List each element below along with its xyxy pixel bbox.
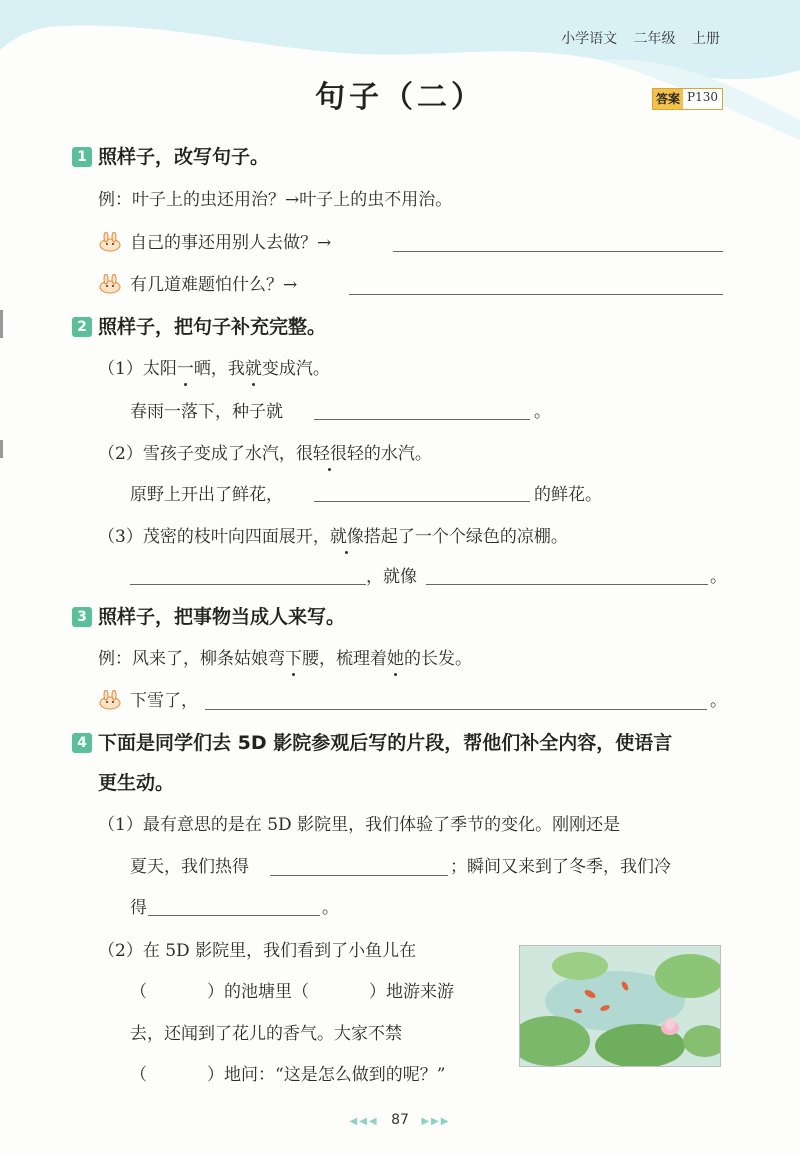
- question-number-badge: 1: [72, 147, 92, 167]
- question-3-text: 照样子，把事物当成人来写。: [98, 606, 346, 628]
- question-number-badge: 4: [72, 733, 92, 753]
- pond-image: [520, 946, 720, 1066]
- emphasis-word: 就像: [330, 522, 364, 547]
- q4-paren-open: （: [130, 982, 147, 1002]
- q2-task-2-post: 的鲜花。: [534, 485, 602, 505]
- q2-answer-line-2[interactable]: [314, 500, 530, 502]
- q2-task-1-post: 。: [534, 402, 551, 422]
- q4-p1-line-3b: 。: [322, 898, 339, 918]
- q3-example-part: 例：风来了，柳条姑娘: [98, 649, 268, 669]
- q1-example: 例：叶子上的虫还用治？→叶子上的虫不用治。: [98, 190, 453, 210]
- q2-s2-part: 的水汽。: [363, 444, 432, 464]
- book-header: [549, 28, 720, 48]
- q4-p1-line-2a: 夏天，我们热得: [130, 857, 249, 877]
- q2-task-3-mid: ，就像: [366, 567, 417, 587]
- header-subject: 小学语文: [561, 31, 618, 47]
- pond-illustration: [519, 945, 721, 1067]
- q2-s2-part: （2）雪孩子变成了水汽，: [98, 444, 296, 464]
- question-1-text: 照样子，改写句子。: [98, 146, 270, 168]
- q4-p2-text: ）地问：“这是怎么做到的呢？”: [207, 1065, 446, 1085]
- question-4-title: [72, 728, 672, 755]
- footer-arrows-left: ◀◀◀: [349, 1116, 379, 1127]
- question-2-title: [72, 312, 326, 339]
- question-1-title: [72, 142, 269, 169]
- q2-s3-part: （3）茂密的枝叶向四面展开，: [98, 527, 330, 547]
- page-title: 句子（二）: [315, 80, 485, 115]
- question-4-text-line-1: 下面是同学们去 5D 影院参观后写的片段，帮他们补全内容，使语言: [98, 732, 673, 754]
- emphasis-word: 很轻很轻: [296, 439, 364, 464]
- q4-p1-line-2b: ；瞬间又来到了冬季，我们冷: [450, 857, 671, 877]
- q2-answer-line-3b[interactable]: [426, 583, 708, 585]
- q2-answer-line-3a[interactable]: [130, 583, 366, 585]
- q3-example-part: ，: [319, 649, 336, 669]
- q2-sentence-2: [98, 439, 432, 464]
- q3-example: [98, 644, 472, 669]
- question-2-text: 照样子，把句子补充完整。: [98, 316, 327, 338]
- q4-p1-line-3a: 得: [130, 898, 147, 918]
- q2-s1-part: （1）太阳: [98, 359, 177, 379]
- page-footer: [0, 1112, 800, 1128]
- answer-label: 答案: [653, 89, 683, 109]
- q2-s3-part: 搭起了一个个绿色的凉棚。: [363, 527, 568, 547]
- q2-task-2-pre: 原野上开出了鲜花，: [130, 485, 283, 505]
- question-number-badge: 2: [72, 317, 92, 337]
- q4-p2-line-3: 去，还闻到了花儿的香气。大家不禁: [130, 1024, 402, 1044]
- q1-item-1-text: 自己的事还用别人去做？→: [130, 233, 332, 253]
- emphasis-word: 一: [177, 354, 194, 379]
- bunny-icon: [98, 690, 122, 710]
- q3-example-part: 。: [455, 649, 472, 669]
- q4-p2-line-1: （2）在 5D 影院里，我们看到了小鱼儿在: [98, 941, 417, 961]
- q1-item-2-text: 有几道难题怕什么？→: [130, 275, 298, 295]
- emphasis-word: 梳理着她的长发: [336, 644, 455, 669]
- q4-answer-line-hot[interactable]: [270, 874, 448, 876]
- q4-p2-line-4: [130, 1060, 445, 1085]
- answer-reference: [652, 88, 723, 110]
- bunny-icon: [98, 232, 122, 252]
- q4-paren-open: （: [130, 1065, 147, 1085]
- q2-sentence-3: [98, 522, 568, 547]
- question-4-text-line-2: 更生动。: [98, 772, 175, 794]
- emphasis-word: 弯下腰: [268, 644, 319, 669]
- page-number: 87: [391, 1112, 409, 1128]
- page-edge-mark: [0, 440, 3, 458]
- q1-answer-line-2[interactable]: [349, 293, 723, 295]
- q2-task-1-pre: 春雨一落下，种子就: [130, 402, 283, 422]
- q3-task-post: 。: [710, 691, 727, 711]
- q4-answer-line-cold[interactable]: [148, 914, 320, 916]
- question-number-badge: 3: [72, 607, 92, 627]
- q2-task-3-post: 。: [710, 567, 727, 587]
- header-wave-background: [0, 0, 800, 140]
- q4-p1-line-1: （1）最有意思的是在 5D 影院里，我们体验了季节的变化。刚刚还是: [98, 815, 621, 835]
- bunny-icon: [98, 274, 122, 294]
- answer-page: P130: [683, 89, 722, 109]
- q3-answer-line[interactable]: [205, 708, 707, 710]
- header-grade: 二年级: [633, 31, 676, 47]
- q1-item-2: [98, 270, 297, 295]
- q3-task-text: 下雪了，: [130, 691, 198, 711]
- q2-sentence-1: [98, 354, 330, 379]
- q1-item-1: [98, 228, 331, 253]
- q2-answer-line-1[interactable]: [314, 418, 530, 420]
- q3-task: [98, 686, 198, 711]
- q4-p2-text: ）的池塘里（: [207, 982, 309, 1002]
- page-edge-mark: [0, 310, 3, 338]
- q2-s1-part: 晒，我: [193, 359, 245, 379]
- question-3-title: [72, 602, 345, 629]
- q4-p2-text: ）地游来游: [369, 982, 454, 1002]
- header-volume: 上册: [692, 31, 720, 47]
- q2-s1-part: 变成汽。: [261, 359, 330, 379]
- q1-answer-line-1[interactable]: [393, 250, 723, 252]
- q4-p2-line-2: [130, 977, 454, 1002]
- emphasis-word: 就: [245, 354, 262, 379]
- footer-arrows-right: ▶▶▶: [421, 1116, 451, 1127]
